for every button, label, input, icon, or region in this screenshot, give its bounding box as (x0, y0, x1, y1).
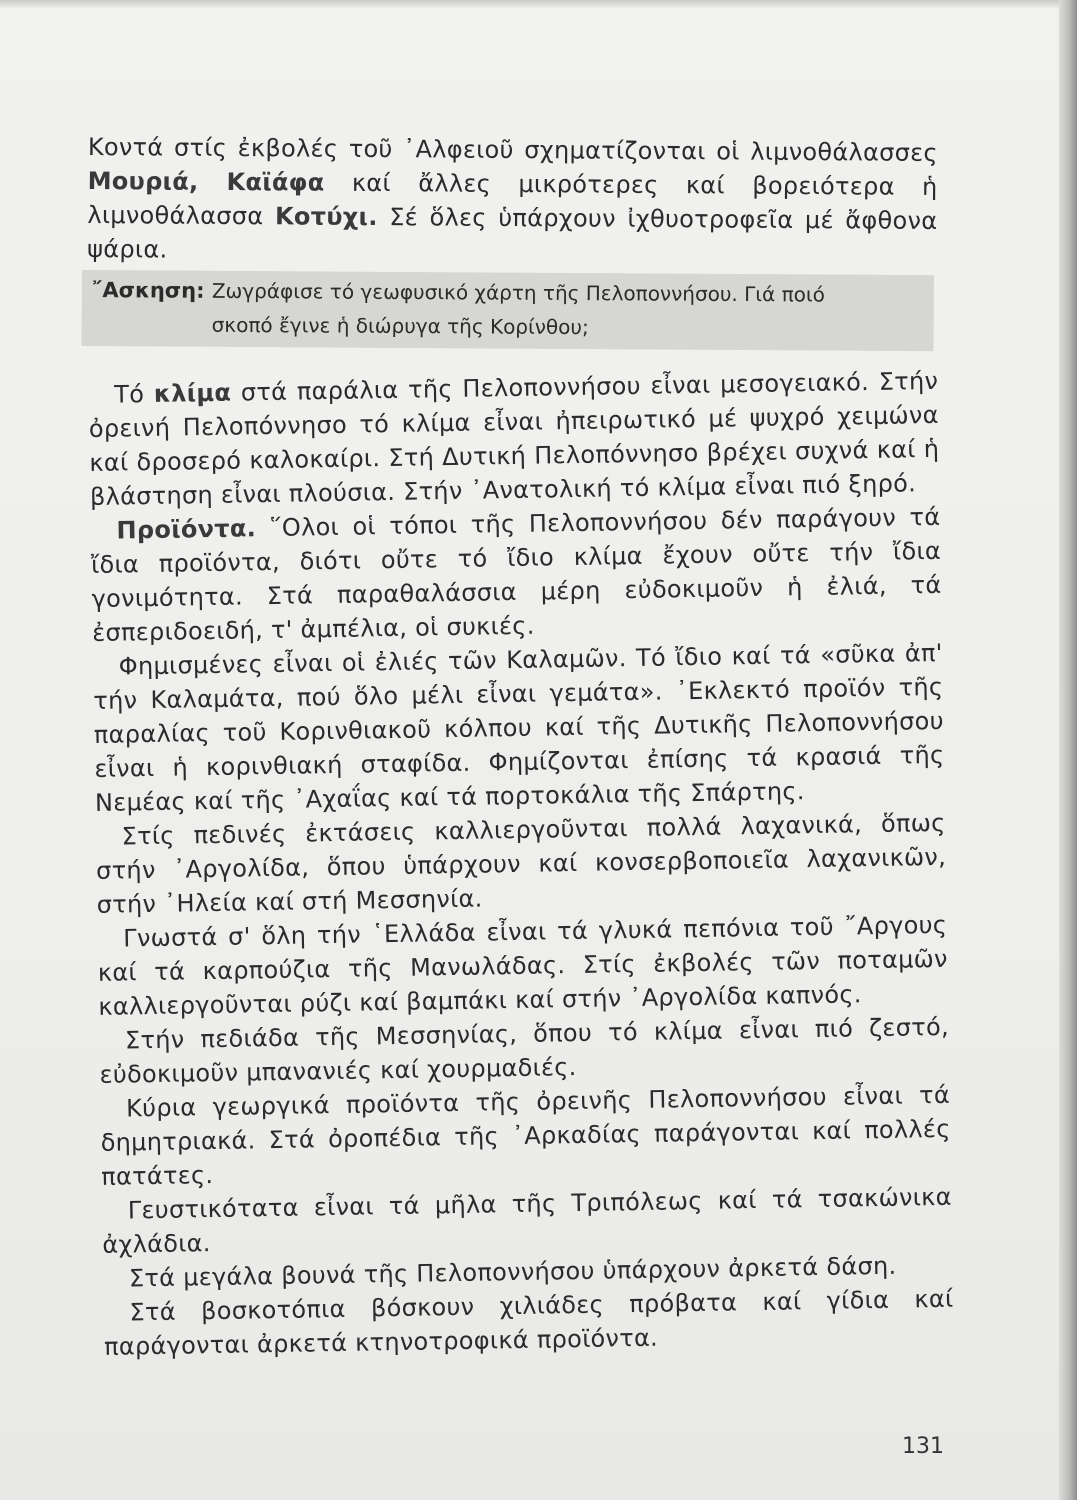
paragraph: Στήν πεδιάδα τῆς Μεσσηνίας, ὅπου τό κλίμα εἶναι πιό ζεστό, εὐδοκιμοῦν μπανανιές καί χουρμαδιές. (99, 1012, 950, 1089)
paragraph: Στίς πεδινές ἐκτάσεις καλλιεργοῦνται πολλά λαχανικά, ὅπως στήν ᾿Αργολίδα, ὅπου ὑπάρχουν καί κονσερβοποιεῖα λαχανικῶν, στήν ᾿Ηλεία καί στή Μεσσηνία. (95, 808, 947, 919)
paragraph: Κύρια γεωργικά προϊόντα τῆς ὀρεινῆς Πελοποννήσου εἶναι τά δημητριακά. Στά ὀροπέδια τῆς ᾿Αρκαδίας παράγονται καί πολλές πατάτες. (100, 1080, 951, 1191)
text-span: στά παράλια τῆς Πελοποννήσου εἶναι μεσογειακό. Στήν ὀρεινή Πελοπόννησο τό κλίμα εἶναι ἠπειρωτικό μέ ψυχρό χειμώνα καί δροσερό καλοκαίρι. Στή Δυτική Πελοπόννησο βρέχει συχνά καί ἡ βλάστηση εἶναι πλούσια. Στήν ᾿Ανατολική τό κλίμα εἶναι πιό ξηρό. (88, 366, 940, 511)
exercise-line-2: σκοπό ἔγινε ἡ διώρυγα τῆς Κορίνθου; (211, 312, 589, 340)
paragraph: Φημισμένες εἶναι οἱ ἐλιές τῶν Καλαμῶν. Τό ἴδιο καί τά «σῦκα ἀπ' τήν Καλαμάτα, πού ὅλο μέλι εἶναι γεμάτα». ᾿Εκλεκτό προϊόν τῆς παραλίας τοῦ Κορινθιακοῦ κόλπου καί τῆς Δυτικῆς Πελοποννήσου εἶναι ἡ κορινθιακή σταφίδα. Φημίζονται ἐπίσης τά κρασιά τῆς Νεμέας καί τῆς ᾿Αχαΐας καί τά πορτοκάλια τῆς Σπάρτης. (93, 638, 945, 817)
page-top-edge (0, 0, 1077, 8)
paragraph: Γευστικότατα εἶναι τά μῆλα τῆς Τριπόλεως καί τά τσακώνικα ἀχλάδια. (102, 1182, 952, 1259)
paragraph: Γνωστά σ' ὅλη τήν ῾Ελλάδα εἶναι τά γλυκά πεπόνια τοῦ ῎Αργους καί τά καρπούζια τῆς Μανωλάδας. Στίς ἐκβολές τῶν ποταμῶν καλλιεργοῦνται ρύζι καί βαμπάκι καί στήν ᾿Αργολίδα καπνός. (97, 910, 948, 1021)
climate-paragraph (88, 364, 940, 514)
products-paragraph (90, 500, 942, 650)
paragraph: Στά μεγάλα βουνά τῆς Πελοποννήσου ὑπάρχουν ἀρκετά δάση. (128, 1251, 897, 1293)
bold-term: Προϊόντα. (116, 514, 257, 545)
text-span: Κοντά στίς ἐκβολές τοῦ ᾿Αλφειοῦ σχηματίζονται οἱ λιμνοθάλασσες (87, 132, 938, 167)
paragraph: Στά βοσκοτόπια βόσκουν χιλιάδες πρόβατα καί γίδια καί παράγονται ἀρκετά κτηνοτροφικά προϊόντα. (103, 1284, 954, 1361)
lagoons-paragraph (87, 130, 938, 272)
text-span: Σέ ὅλες ὑπάρχουν ἰχθυοτροφεῖα μέ ἄφθονα ψάρια. (87, 203, 938, 264)
exercise-box (82, 270, 934, 351)
bold-term: Μουριά, Καϊάφα (87, 166, 325, 197)
text-span: Τό (114, 379, 155, 409)
text-span: ῞Ολοι οἱ τόποι τῆς Πελοποννήσου δέν παράγουν τά ἴδια προϊόντα, διότι οὔτε τό ἴδιο κλίμα ἔχουν οὔτε τήν ἴδια γονιμότητα. Στά παραθαλάσσια μέρη εὐδοκιμοῦν ἡ ἐλιά, τά ἐσπεριδοειδή, τ' ἀμπέλια, οἱ συκιές. (90, 502, 942, 647)
bold-term: κλίμα (153, 378, 232, 408)
exercise-line-1: Ζωγράφισε τό γεωφυσικό χάρτη τῆς Πελοποννήσου. Γιά ποιό (211, 278, 825, 307)
bold-term: Κοτύχι. (274, 202, 378, 232)
main-text (88, 364, 954, 1364)
page-right-edge (1059, 0, 1077, 1500)
exercise-label: ῎Ασκηση: (91, 278, 205, 303)
page-number: 131 (902, 1434, 944, 1459)
text-span: καί ἄλλες μικρότερες καί βορειότερα ἡ λιμνοθάλασσα (87, 168, 938, 231)
